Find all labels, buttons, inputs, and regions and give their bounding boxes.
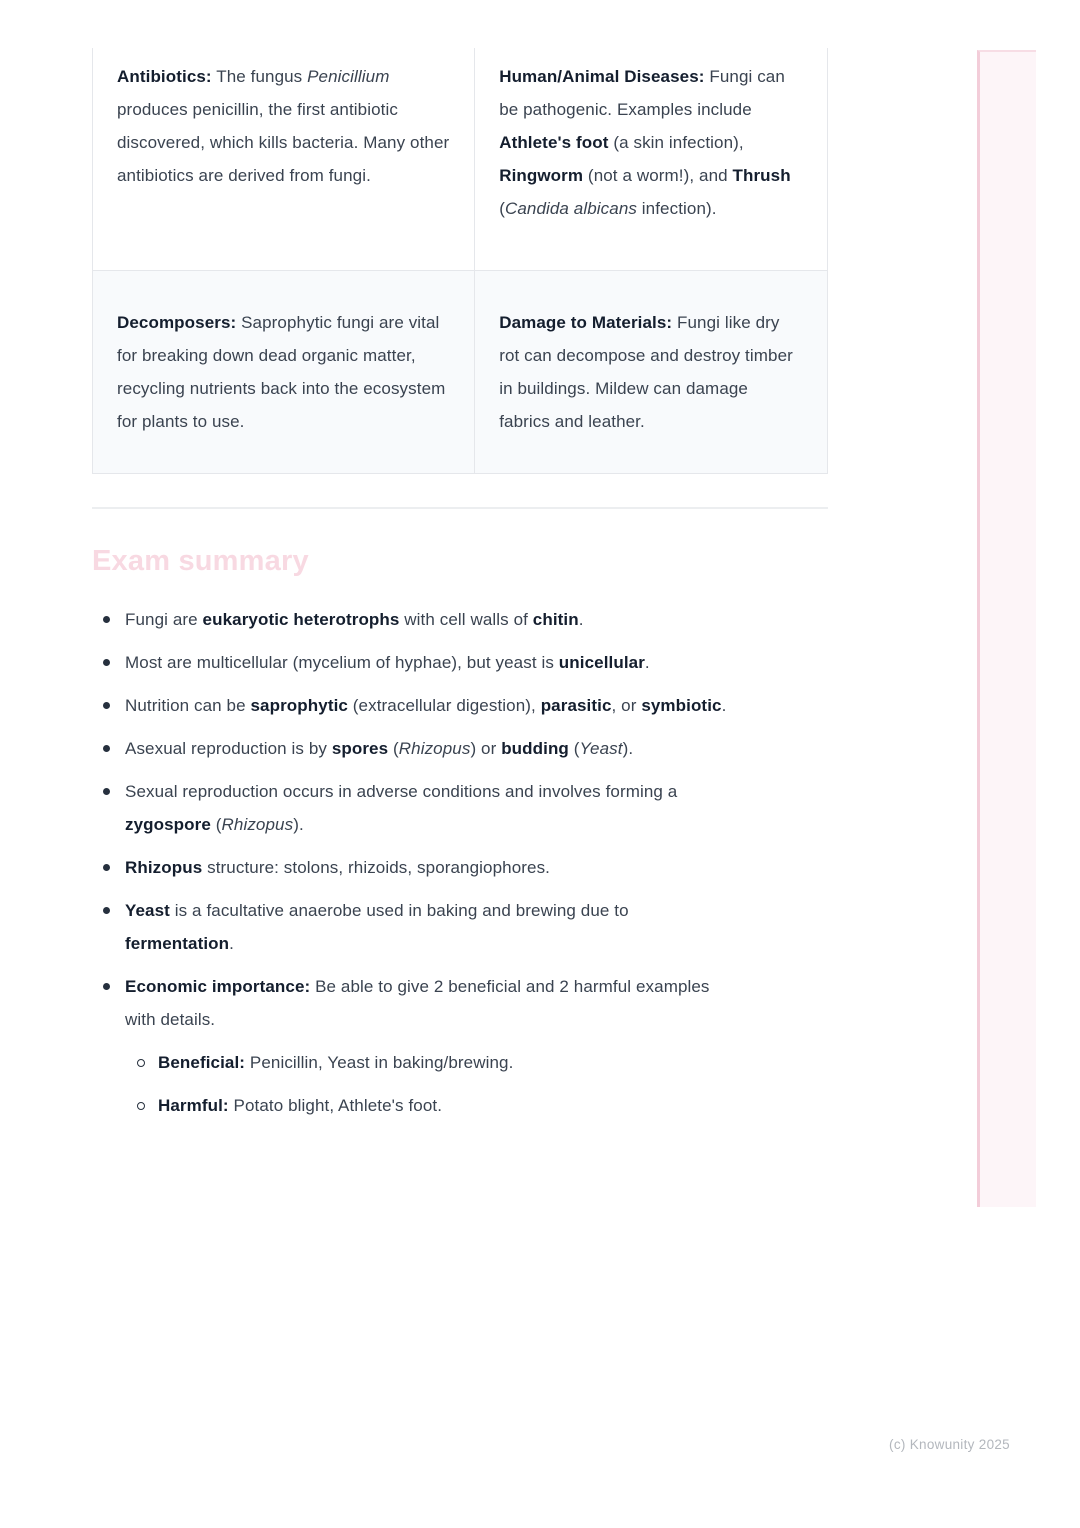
table-cell-antibiotics: Antibiotics: The fungus Penicillium produces penicillin, the first antibiotic discovered, which kills bacteria. Many other antibiotics are derived from fungi. [93,48,475,270]
bullet-dot-icon [103,702,110,709]
list-item [92,775,740,841]
bullet-circle-icon [137,1059,145,1067]
fungi-economic-importance-table [92,48,828,474]
list-item [92,732,740,765]
table-cell-decomposers: Decomposers: Saprophytic fungi are vital for breaking down dead organic matter, recycling nutrients back into the ecosystem for plants to use. [93,270,475,473]
bullet-dot-icon [103,983,110,990]
list-item [92,603,740,636]
bullet-dot-icon [103,745,110,752]
bullet-text: Rhizopus structure: stolons, rhizoids, sporangiophores. [125,857,551,877]
bullet-text: Sexual reproduction occurs in adverse conditions and involves forming a zygospore (Rhizopus). [125,781,678,834]
exam-summary-list [92,603,740,1122]
list-item [92,851,740,884]
bullet-text: Nutrition can be saprophytic (extracellular digestion), parasitic, or symbiotic. [125,695,727,715]
copyright-footer: (c) Knowunity 2025 [889,1437,1010,1452]
list-item [92,970,740,1122]
bullet-dot-icon [103,659,110,666]
bullet-dot-icon [103,907,110,914]
table-row [93,48,828,270]
exam-summary-heading: Exam summary [92,544,309,577]
bullet-circle-icon [137,1102,145,1110]
bullet-text: Most are multicellular (mycelium of hyphae), but yeast is unicellular. [125,652,650,672]
bullet-text: Economic importance: Be able to give 2 beneficial and 2 harmful examples with details. [125,976,710,1029]
page-content [92,48,828,1132]
list-item [92,894,740,960]
bullet-dot-icon [103,616,110,623]
bullet-text: Fungi are eukaryotic heterotrophs with cell walls of chitin. [125,609,584,629]
table-cell-human-animal-diseases: Human/Animal Diseases: Fungi can be pathogenic. Examples include Athlete's foot (a skin infection), Ringworm (not a worm!), and Thrush (Candida albicans infection). [475,48,828,270]
section-divider [92,507,828,509]
list-item [92,689,740,722]
list-item [92,646,740,679]
sub-list-item [125,1046,740,1079]
bullet-text: Asexual reproduction is by spores (Rhizopus) or budding (Yeast). [125,738,634,758]
table-cell-damage-to-materials: Damage to Materials: Fungi like dry rot can decompose and destroy timber in buildings. Mildew can damage fabrics and leather. [475,270,828,473]
sub-bullet-text: Beneficial: Penicillin, Yeast in baking/brewing. [158,1052,514,1072]
next-page-preview [977,50,1036,1207]
bullet-dot-icon [103,864,110,871]
table-row [93,270,828,473]
bullet-dot-icon [103,788,110,795]
bullet-text: Yeast is a facultative anaerobe used in baking and brewing due to fermentation. [125,900,629,953]
sub-list [125,1046,740,1122]
sub-list-item [125,1089,740,1122]
sub-bullet-text: Harmful: Potato blight, Athlete's foot. [158,1095,443,1115]
